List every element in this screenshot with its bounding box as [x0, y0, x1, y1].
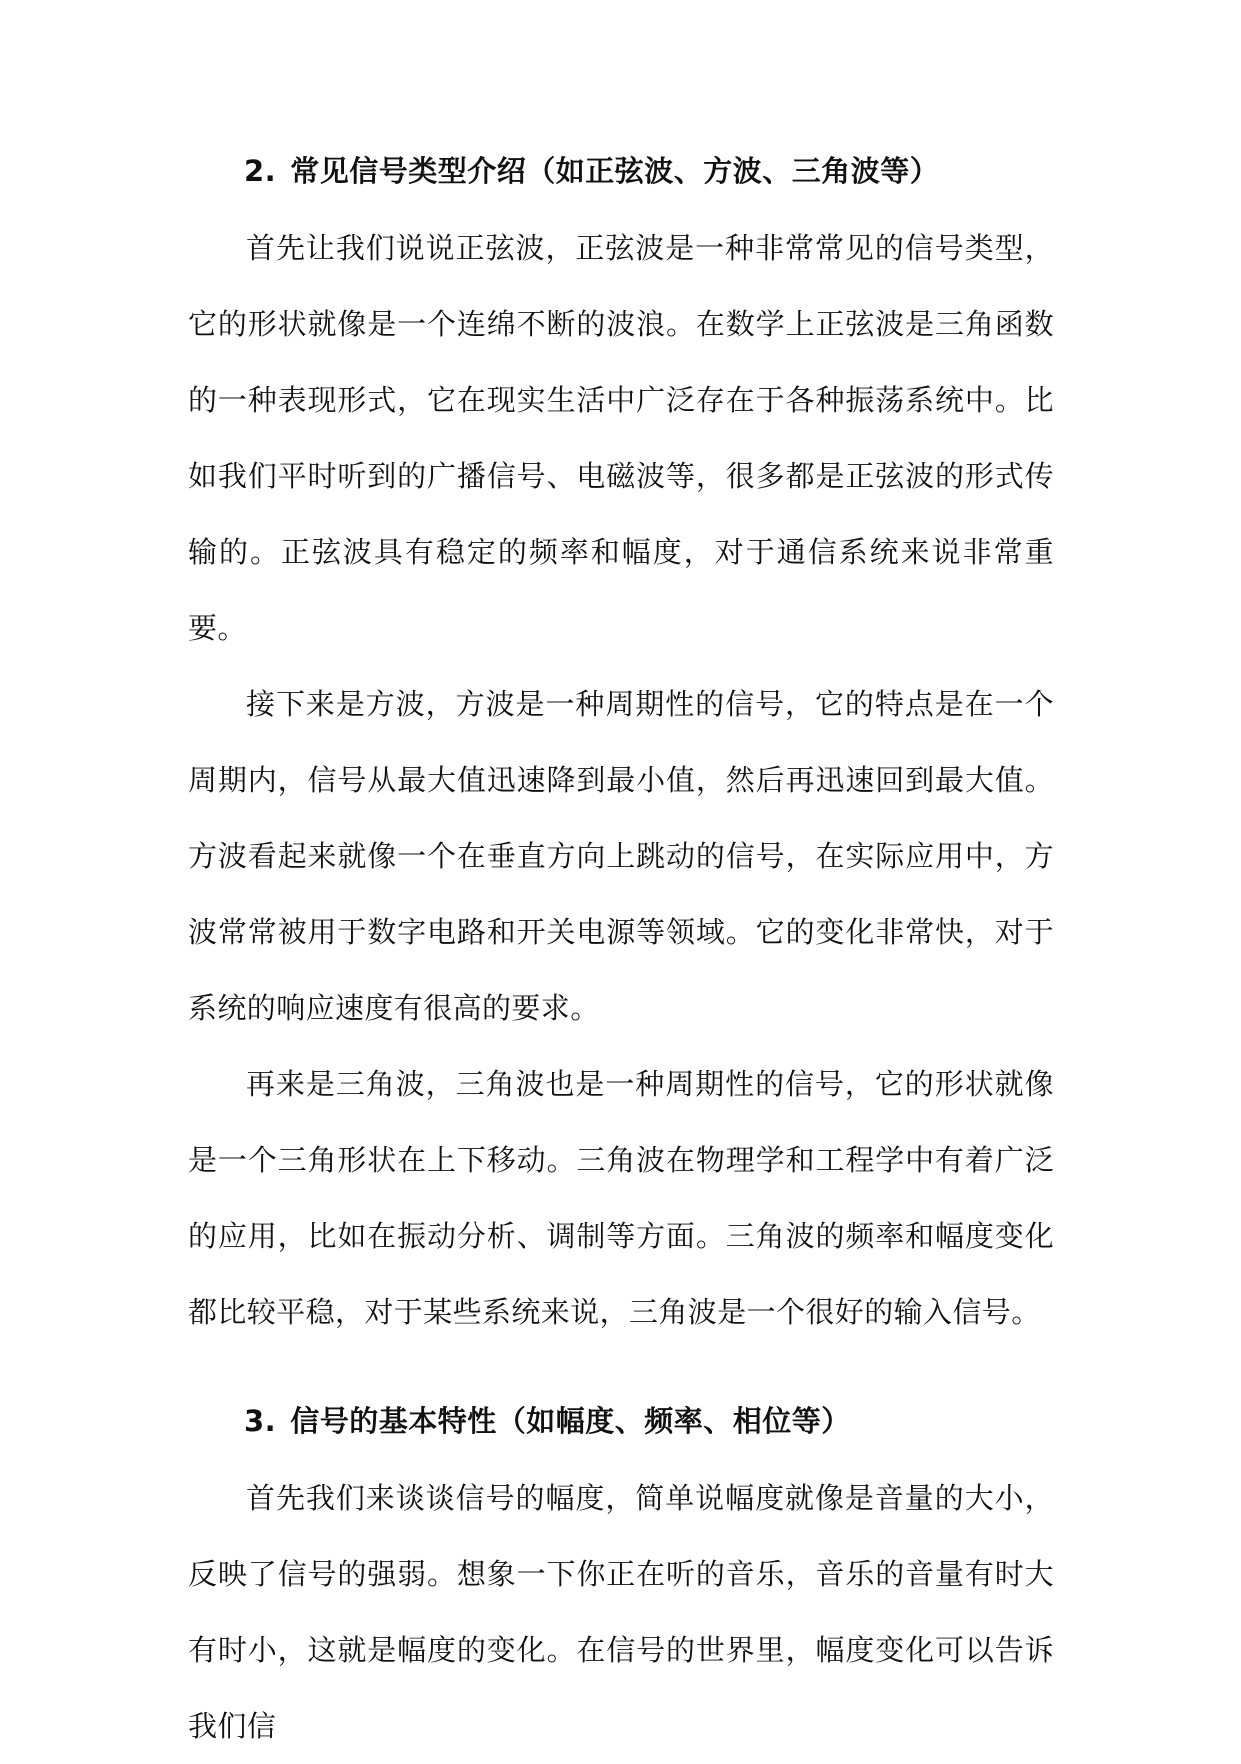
section-title: 常见信号类型介绍（如正弦波、方波、三角波等） — [290, 154, 940, 188]
section-number: 2. — [244, 154, 277, 188]
section-heading-signal-types — [188, 140, 1054, 202]
section-heading-signal-properties — [188, 1390, 1054, 1452]
paragraph-amplitude: 首先我们来谈谈信号的幅度，简单说幅度就像是音量的大小，反映了信号的强弱。想象一下你正在听的音乐，音乐的音量有时大有时小，这就是幅度的变化。在信号的世界里，幅度变化可以告诉我们信 — [188, 1481, 1054, 1743]
section-number: 3. — [244, 1404, 277, 1438]
paragraph-sine-wave: 首先让我们说说正弦波，正弦波是一种非常常见的信号类型，它的形状就像是一个连绵不断的波浪。在数学上正弦波是三角函数的一种表现形式，它在现实生活中广泛存在于各种振荡系统中。比如我们平时听到的广播信号、电磁波等，很多都是正弦波的形式传输的。正弦波具有稳定的频率和幅度，对于通信系统来说非常重要。 — [188, 231, 1054, 645]
paragraph-square-wave: 接下来是方波，方波是一种周期性的信号，它的特点是在一个周期内，信号从最大值迅速降到最小值，然后再迅速回到最大值。方波看起来就像一个在垂直方向上跳动的信号，在实际应用中，方波常常被用于数字电路和开关电源等领域。它的变化非常快，对于系统的响应速度有很高的要求。 — [188, 687, 1054, 1025]
document-body — [188, 140, 1054, 1764]
paragraph-triangle-wave: 再来是三角波，三角波也是一种周期性的信号，它的形状就像是一个三角形状在上下移动。三角波在物理学和工程学中有着广泛的应用，比如在振动分析、调制等方面。三角波的频率和幅度变化都比较平稳，对于某些系统来说，三角波是一个很好的输入信号。 — [188, 1067, 1054, 1329]
section-title: 信号的基本特性（如幅度、频率、相位等） — [290, 1404, 851, 1438]
